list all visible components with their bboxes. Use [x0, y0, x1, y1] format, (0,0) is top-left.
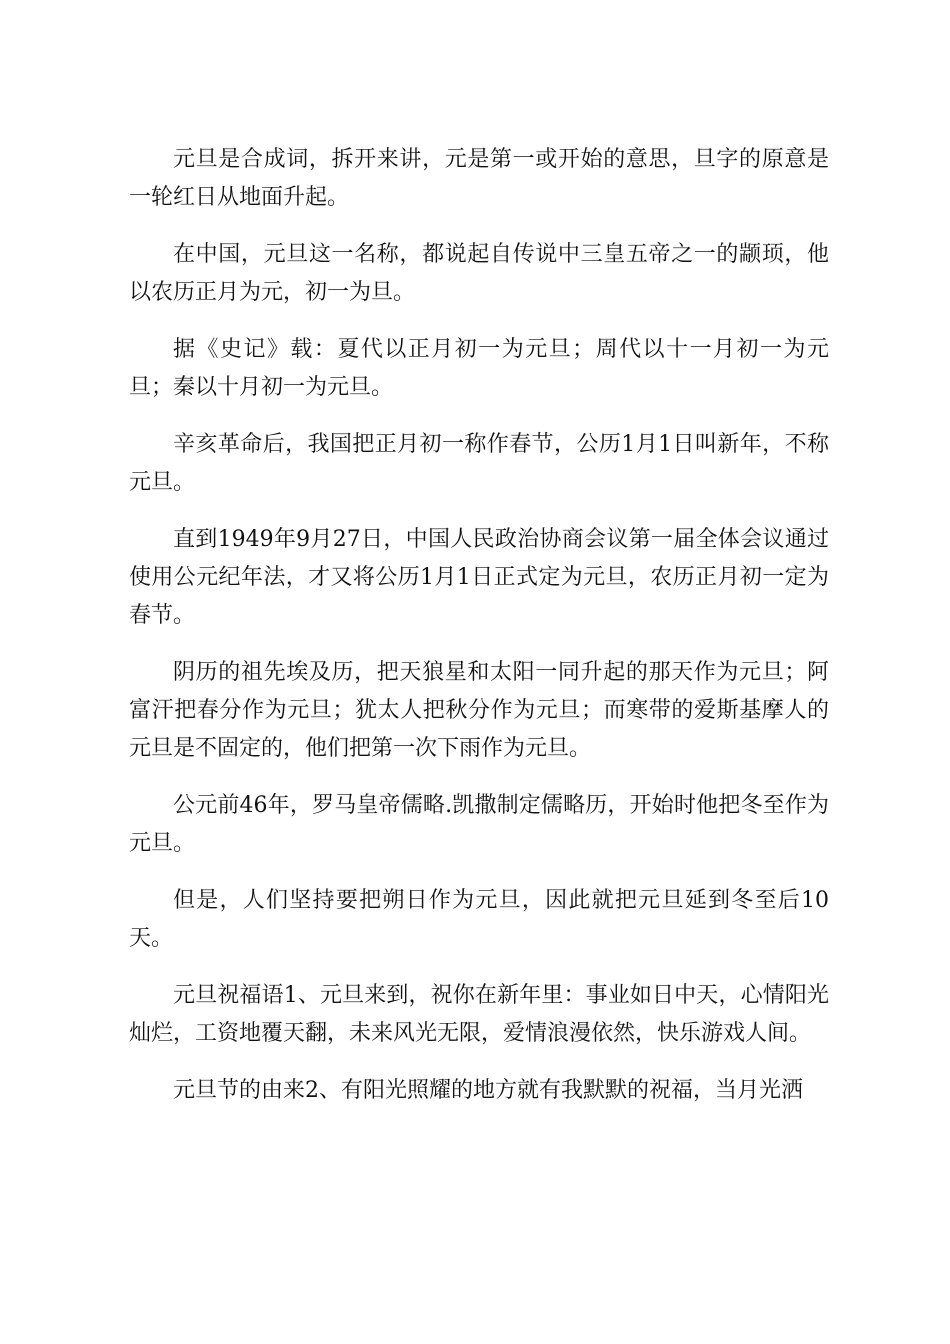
- document-body: [129, 141, 829, 1129]
- paragraph-8: 但是，人们坚持要把朔日作为元旦，因此就把元旦延到冬至后10天。: [129, 888, 829, 951]
- paragraph-10: 元旦节的由来2、有阳光照耀的地方就有我默默的祝福，当月光洒: [173, 1078, 803, 1103]
- paragraph-5: 直到1949年9月27日，中国人民政治协商会议第一届全体会议通过使用公元纪年法，才又将公历1月1日正式定为元旦，农历正月初一定为春节。: [129, 527, 829, 628]
- paragraph-6: 阴历的祖先埃及历，把天狼星和太阳一同升起的那天作为元旦；阿富汗把春分作为元旦；犹太人把秋分作为元旦；而寒带的爱斯基摩人的元旦是不固定的，他们把第一次下雨作为元旦。: [129, 660, 829, 761]
- paragraph-3: 据《史记》载：夏代以正月初一为元旦；周代以十一月初一为元旦；秦以十月初一为元旦。: [129, 337, 829, 400]
- paragraph-9: 元旦祝福语1、元旦来到，祝你在新年里：事业如日中天，心情阳光灿烂，工资地覆天翻，未来风光无限，爱情浪漫依然，快乐游戏人间。: [129, 983, 829, 1046]
- paragraph-1: 元旦是合成词，拆开来讲，元是第一或开始的意思，旦字的原意是一轮红日从地面升起。: [129, 147, 829, 210]
- paragraph-7: 公元前46年，罗马皇帝儒略.凯撒制定儒略历，开始时他把冬至作为元旦。: [129, 793, 829, 856]
- paragraph-2: 在中国，元旦这一名称，都说起自传说中三皇五帝之一的颛顼，他以农历正月为元，初一为旦。: [129, 242, 829, 305]
- paragraph-4: 辛亥革命后，我国把正月初一称作春节，公历1月1日叫新年，不称元旦。: [129, 432, 829, 495]
